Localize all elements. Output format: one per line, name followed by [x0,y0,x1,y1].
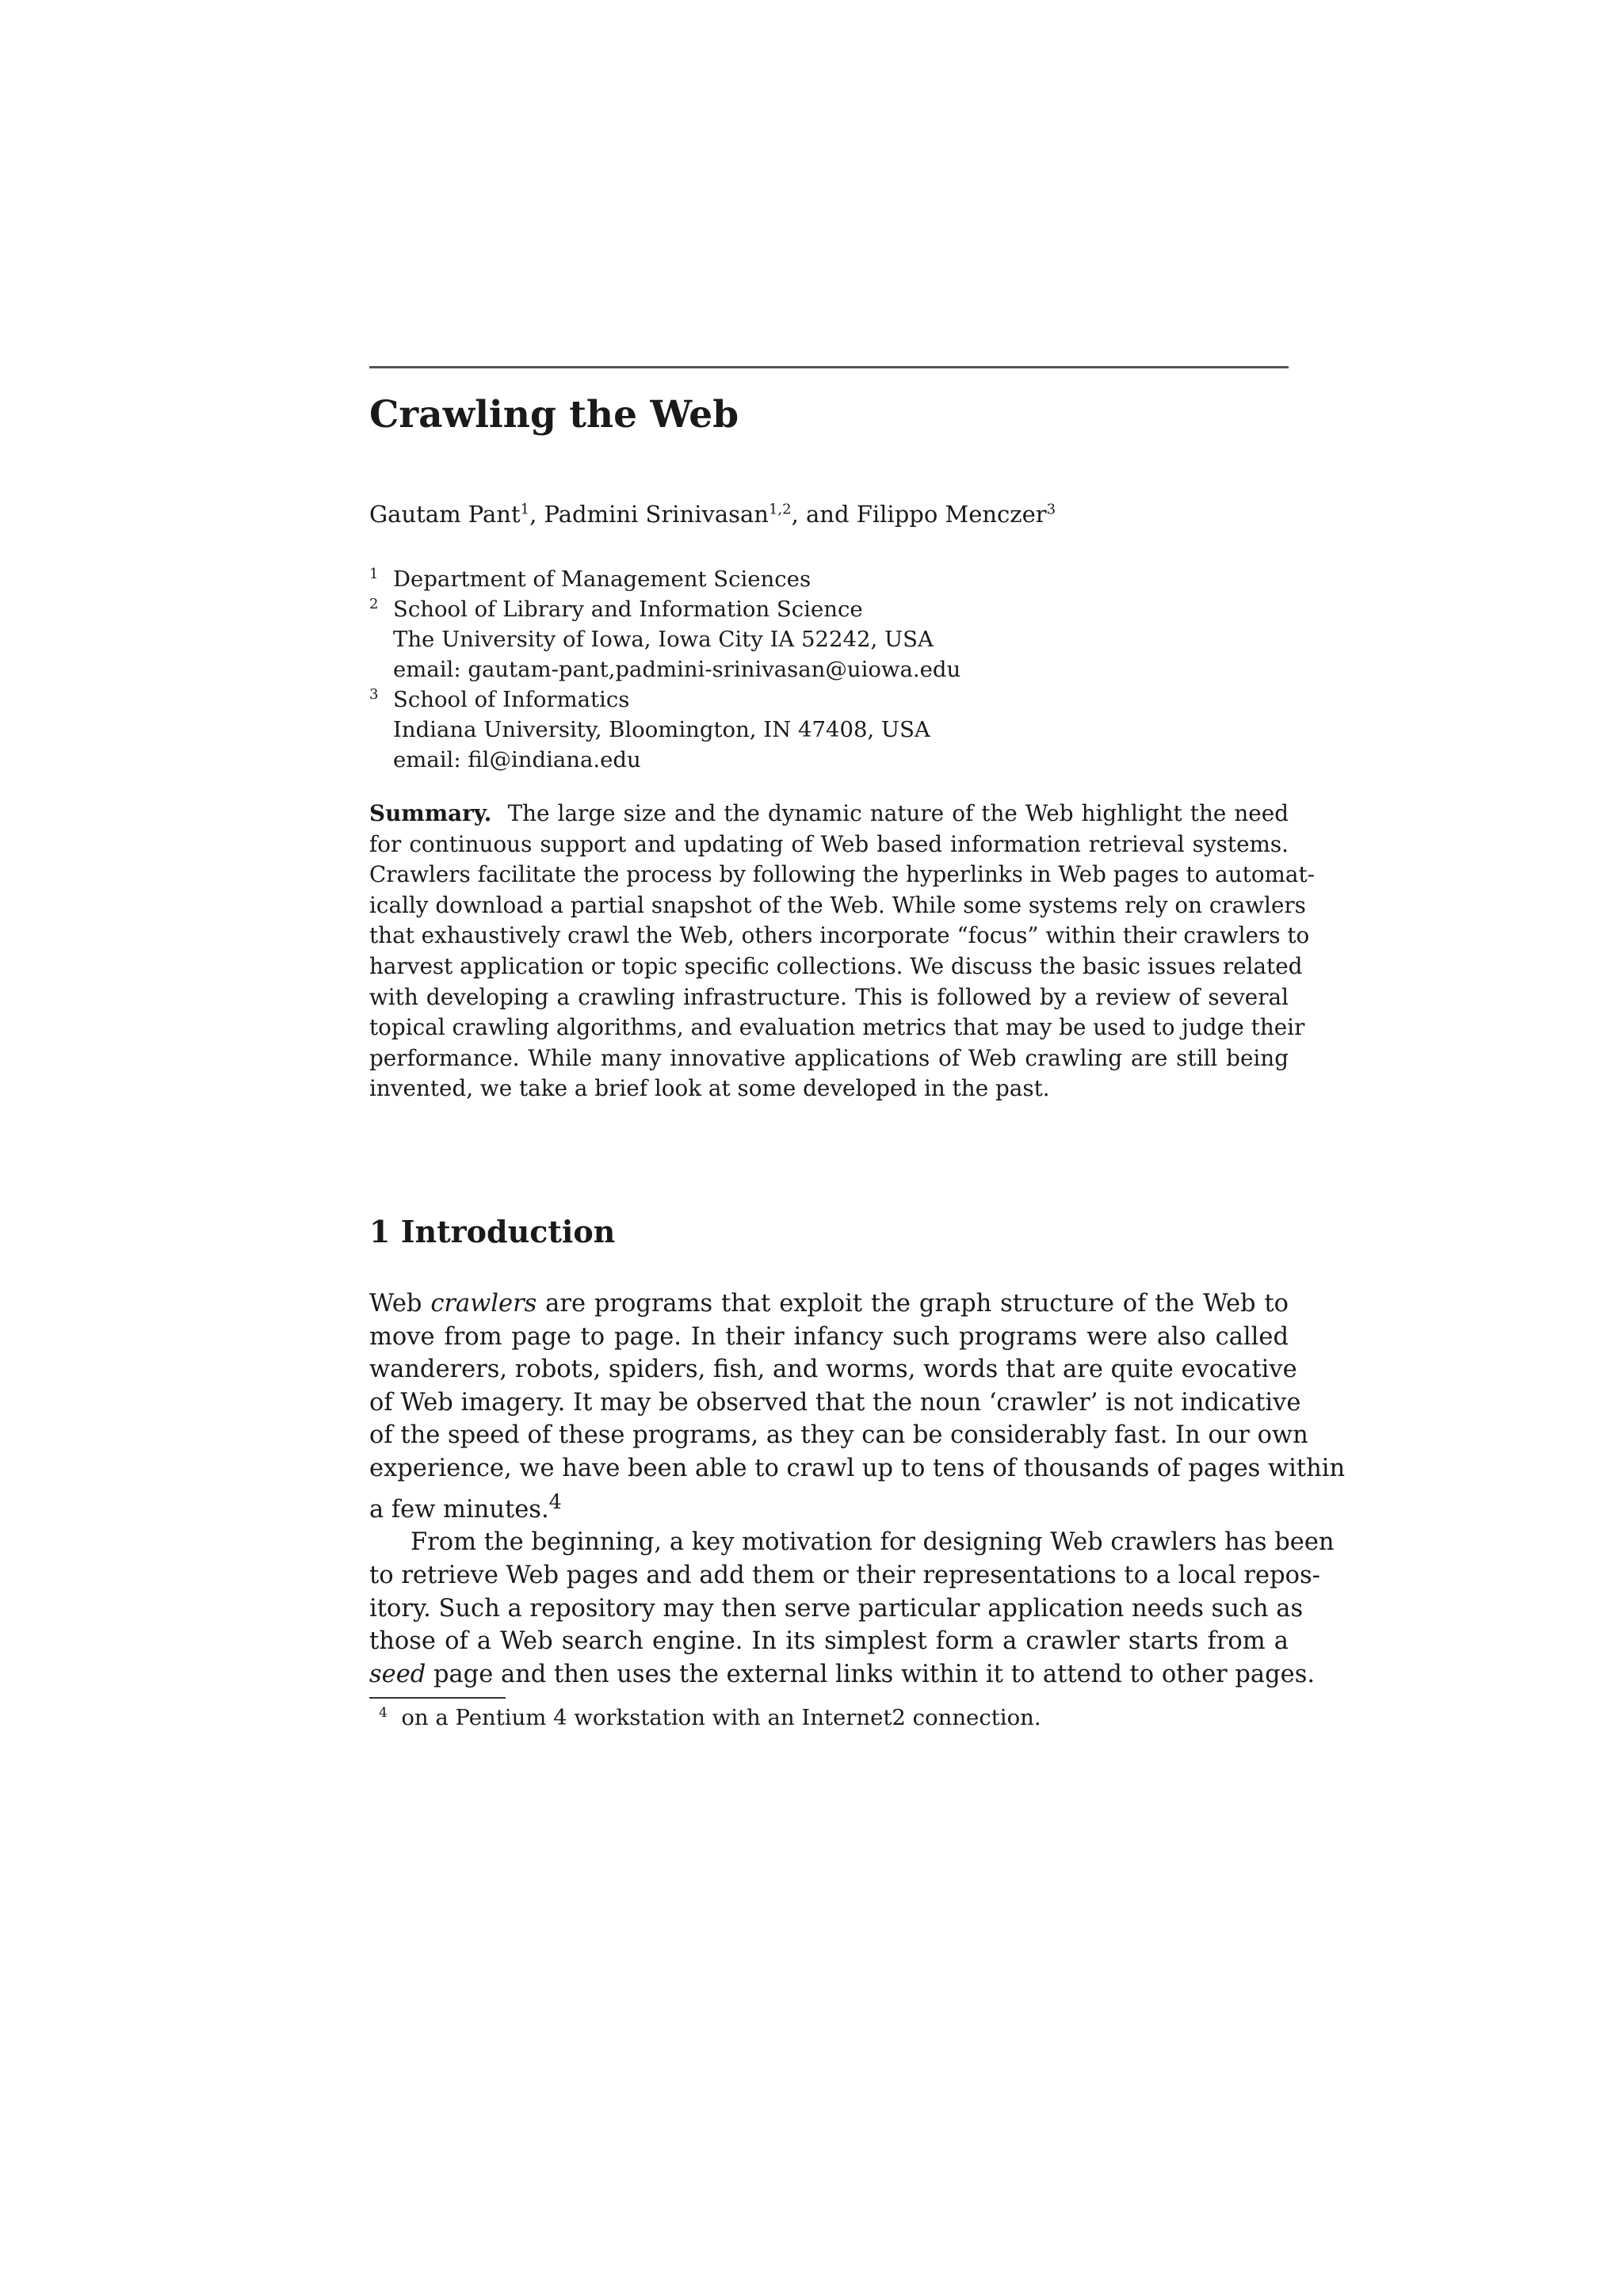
footnote-ref: 4 [548,1489,562,1513]
body-line [369,1287,1289,1321]
author-name: Gautam Pant [369,501,521,528]
body-line: From the beginning, a key motivation for designing Web crawlers has been [411,1528,1335,1557]
summary-text: The large size and the dynamic nature of the Web highlight the need [507,800,1289,826]
summary-line: for continuous support and updating of Web based information retrieval systems. [369,830,1289,857]
body-line: of Web imagery. It may be observed that the noun ‘crawler’ is not indicative [369,1388,1301,1417]
footnote-rule [369,1697,506,1699]
body-text: page and then uses the external links within it to attend to other pages. [426,1660,1316,1688]
affiliation-line: School of Library and Information Science [393,597,863,622]
footnote-mark: 4 [379,1704,388,1721]
emphasis-text: crawlers [430,1290,537,1318]
body-text: a few minutes. [369,1495,549,1524]
affiliation-list [369,564,1289,775]
body-line: move from page to page. In their infancy such programs were also called [369,1322,1289,1351]
summary-line: ically download a partial snapshot of the Web. While some systems rely on crawlers [369,891,1306,918]
author-name: Padmini Srinivasan [544,501,769,528]
summary-line: with developing a crawling infrastructure. This is followed by a review of several [369,983,1289,1010]
affiliation-line: Department of Management Sciences [393,566,812,592]
author-affiliation-mark: 3 [1046,501,1056,518]
body-line: experience, we have been able to crawl up to tens of thousands of pages within [369,1454,1346,1482]
author-separator: , and [791,501,857,528]
summary-abstract [369,799,1316,1104]
author-affiliation-mark: 1,2 [769,501,792,518]
body-line: wanderers, robots, spiders, fish, and worms, words that are quite evocative [369,1356,1297,1384]
emphasis-text: seed [369,1660,426,1688]
summary-line: Crawlers facilitate the process by following the hyperlinks in Web pages to automat- [369,861,1316,888]
section-title: Introduction [400,1214,616,1249]
affiliation-line: School of Informatics [393,687,630,712]
body-line [369,1486,1289,1527]
author-separator: , [529,501,544,528]
affiliation-email: email: fil@indiana.edu [393,747,641,772]
author-affiliation-mark: 1 [520,501,530,518]
body-line [369,1658,1316,1691]
body-line: itory. Such a repository may then serve particular application needs such as [369,1594,1304,1623]
summary-label: Summary. [369,800,492,826]
affiliation-mark: 1 [369,566,379,582]
section-heading [369,1214,615,1249]
affiliation-mark: 3 [369,686,379,703]
section-number: 1 [369,1214,391,1249]
introduction-body [369,1287,1346,1691]
summary-line: that exhaustively crawl the Web, others incorporate “focus” within their crawlers to [369,922,1310,949]
affiliation-line: The University of Iowa, Iowa City IA 52242, USA [393,627,934,652]
affiliation-email: email: gautam-pant,padmini-srinivasan@uiowa.edu [393,657,961,682]
affiliation-mark: 2 [369,596,379,612]
summary-line: harvest application or topic specific collections. We discuss the basic issues related [369,952,1303,979]
affiliation [369,564,1289,594]
body-text: are programs that exploit the graph structure of the Web to [537,1290,1289,1318]
footnote [379,1705,1041,1730]
affiliation [369,594,1289,685]
body-line: of the speed of these programs, as they can be considerably fast. In our own [369,1421,1308,1450]
affiliation [369,685,1289,775]
affiliation-line: Indiana University, Bloomington, IN 47408, USA [393,717,930,742]
paper-title: Crawling the Web [369,393,739,437]
body-text: Web [369,1290,431,1318]
summary-line [369,799,1289,830]
summary-line: invented, we take a brief look at some developed in the past. [369,1075,1050,1102]
footnote-text: on a Pentium 4 workstation with an Internet2 connection. [401,1705,1041,1730]
author-list [369,501,1056,528]
summary-line: topical crawling algorithms, and evaluation metrics that may be used to judge their [369,1014,1305,1041]
body-line: those of a Web search engine. In its simplest form a crawler starts from a [369,1627,1289,1656]
summary-line: performance. While many innovative applications of Web crawling are still being [369,1044,1289,1071]
top-rule [369,366,1289,368]
author-name: Filippo Menczer [856,501,1047,528]
body-line: to retrieve Web pages and add them or their representations to a local repos- [369,1561,1320,1589]
